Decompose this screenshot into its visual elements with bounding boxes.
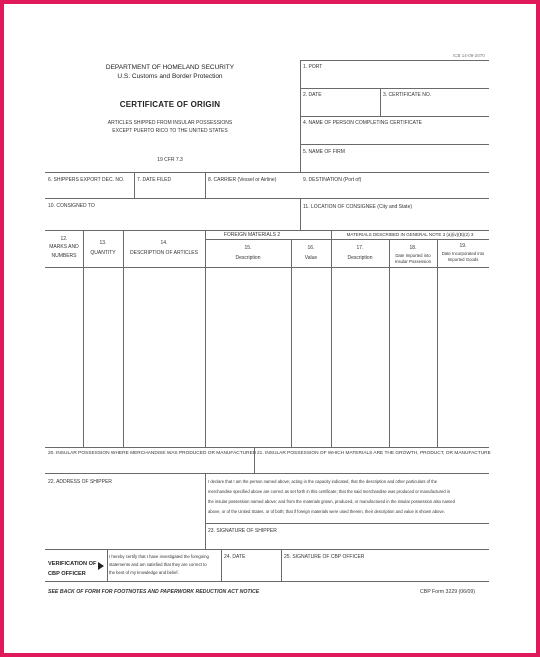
column-12-header: 12. MARKS AND NUMBERS — [49, 236, 79, 259]
field-23-signature-of-shipper[interactable]: 23. SIGNATURE OF SHIPPER — [208, 528, 277, 534]
subtitle-line-2: EXCEPT PUERTO RICO TO THE UNITED STATES — [112, 128, 228, 134]
footer-note: SEE BACK OF FORM FOR FOOTNOTES AND PAPERWORK REDUCTION ACT NOTICE — [48, 589, 260, 595]
general-note-heading: MATERIALS DESCRIBED IN GENERAL NOTE 3 (a)(iv)(B)(2) 3 — [346, 232, 474, 237]
foreign-materials-heading: FOREIGN MATERIALS 2 — [223, 232, 281, 238]
field-22-address-of-shipper[interactable]: 22. ADDRESS OF SHIPPER — [48, 479, 112, 485]
field-9-destination[interactable]: 9. DESTINATION (Port of) — [303, 177, 362, 183]
form-title: CERTIFICATE OF ORIGIN — [119, 100, 221, 109]
column-18-header: 18. Date Imported into Insular Possession — [394, 245, 432, 264]
column-19-header: 19. Date Incorporated into Imported Goods — [441, 243, 485, 262]
field-25-signature-of-cbp-officer[interactable]: 25. SIGNATURE OF CBP OFFICER — [284, 554, 365, 560]
field-1-port[interactable]: 1. PORT — [303, 64, 323, 70]
column-15-header: 15. Description — [235, 245, 261, 261]
verification-label: VERIFICATION OF CBP OFFICER — [48, 561, 97, 577]
field-6-shippers-export-dec[interactable]: 6. SHIPPERS EXPORT DEC. NO. — [48, 177, 125, 183]
form-identifier: CBP Form 3229 (06/09) — [420, 589, 475, 595]
field-2-date[interactable]: 2. DATE — [303, 92, 322, 98]
field-10-consigned-to[interactable]: 10. CONSIGNED TO — [48, 203, 95, 209]
column-16-header: 16. Value — [304, 245, 318, 261]
form-number-top: ICB 14-09-2070 — [453, 53, 485, 58]
field-24-date[interactable]: 24. DATE — [224, 554, 246, 560]
dept-line-2: U.S. Customs and Border Protection — [117, 73, 223, 80]
subtitle-line-1: ARTICLES SHIPPED FROM INSULAR POSSESSIONS — [107, 120, 233, 126]
field-4-person-completing[interactable]: 4. NAME OF PERSON COMPLETING CERTIFICATE — [303, 120, 422, 126]
column-13-header: 13. QUANTITY — [90, 240, 116, 256]
field-11-location-of-consignee[interactable]: 11. LOCATION OF CONSIGNEE (City and State) — [303, 204, 413, 210]
column-14-header: 14. DESCRIPTION OF ARTICLES — [130, 240, 198, 256]
field-20-insular-possession[interactable]: 20. INSULAR POSSESSION WHERE MERCHANDISE WAS PRODUCED OR MANUFACTURED — [48, 451, 257, 456]
field-5-name-of-firm[interactable]: 5. NAME OF FIRM — [303, 149, 345, 155]
articles-table-body[interactable] — [45, 268, 489, 447]
pointer-arrow-icon — [98, 562, 104, 570]
field-7-date-filed[interactable]: 7. DATE FILED — [137, 177, 172, 183]
cfr-reference: 19 CFR 7.3 — [157, 157, 183, 163]
column-17-header: 17. Description — [347, 245, 373, 261]
certify-text: I hereby certify that I have investigated the foregoing statements and am satisfied that they are correct to the best of my knowledge and belief. — [109, 554, 209, 575]
field-3-certificate-no[interactable]: 3. CERTIFICATE NO. — [383, 92, 432, 98]
department-heading — [95, 63, 245, 81]
field-21-materials-possession[interactable]: 21. INSULAR POSSESSION OF WHICH MATERIALS ARE THE GROWTH, PRODUCT, OR MANUFACTURE — [257, 451, 491, 456]
dept-line-1: DEPARTMENT OF HOMELAND SECURITY — [105, 64, 235, 71]
declaration-text: I declare that I am the person named above; acting in the capacity indicated, that the description and other particulars of the merchandise specified above are correct as set forth in this certificate; that the said merchandise was produced or manufactured in the insular possession named above; and from the materials grown, produced, or manufactured in the insular possession also named above, or of the United States, or of both; that if foreign materials were used therein, their description and value is shown above. — [208, 479, 455, 514]
field-8-carrier[interactable]: 8. CARRIER (Vessel or Airline) — [208, 177, 277, 183]
